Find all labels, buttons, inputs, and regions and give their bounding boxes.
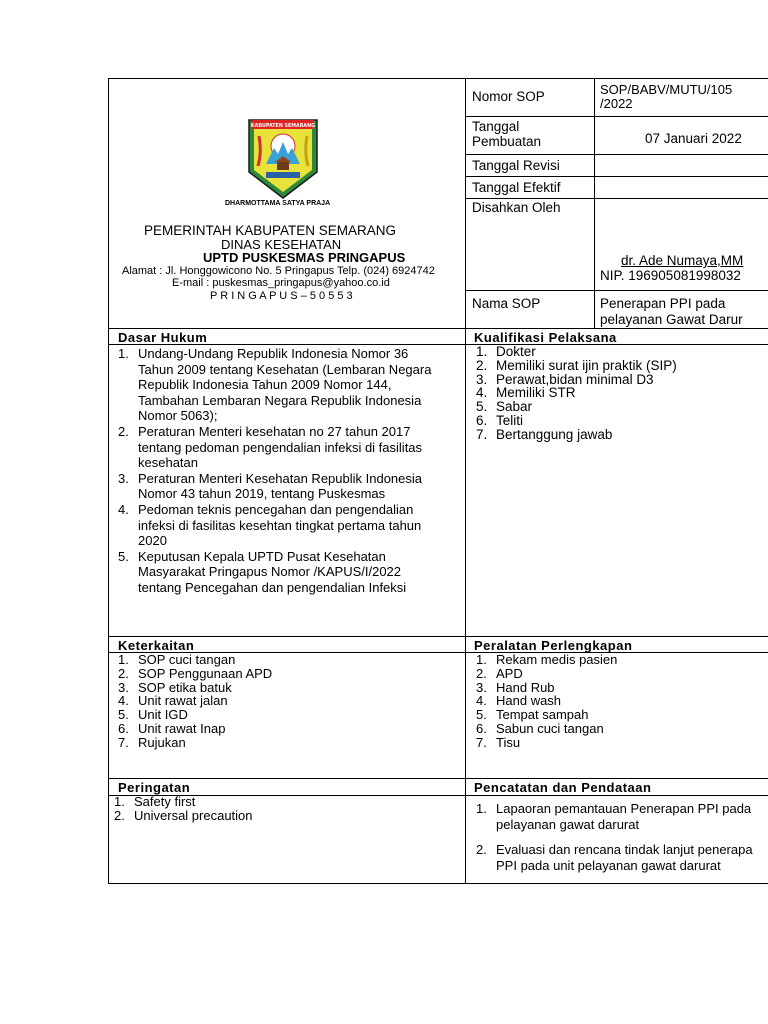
list-number: 2. [476,357,488,373]
list-item-text: Nomor 43 tahun 2019, tentang Puskesmas [138,486,386,502]
list-number: 5. [476,399,488,415]
list-item-text: Bertanggung jawab [496,426,613,442]
list-item-text: PPI pada unit pelayanan gawat darurat [496,857,721,873]
list-number: 2. [118,665,129,681]
signer-nip: NIP. 196905081998032 [600,268,741,283]
list-item-text: Unit rawat Inap [138,720,226,736]
disahkan-label: Disahkan Oleh [472,200,561,215]
pencatatan-heading: Pencatatan dan Pendataan [474,780,652,795]
list-number: 5. [118,548,129,564]
list-item-text: SOP Penggunaan APD [138,665,273,681]
list-item-text: Republik Indonesia Tahun 2009 Nomor 144, [138,377,392,393]
peralatan-item [476,736,766,750]
peralatan-item [476,653,766,667]
peringatan-list [114,795,454,823]
address: Alamat : Jl. Honggowicono No. 5 Pringapus Telp. (024) 6924742 [122,265,435,277]
gov-title: PEMERINTAH KABUPATEN SEMARANG [144,223,397,238]
keterkaitan-heading: Keterkaitan [118,638,195,653]
postal: P R I N G A P U S – 5 0 5 5 3 [210,290,353,302]
list-item-text: Unit IGD [138,707,188,723]
peralatan-item [476,722,766,736]
keterkaitan-item [118,708,458,722]
tgl-pembuatan-value: 07 Januari 2022 [645,131,742,146]
list-item-text: Undang-Undang Republik Indonesia Nomor 36 [138,346,409,361]
list-item-text: infeksi di fasilitas kesehtan tingkat pertama tahun [138,517,422,533]
list-item-text: Dokter [496,344,536,359]
peringatan-item [114,809,454,823]
section-line [108,328,768,329]
peralatan-item [476,708,766,722]
list-item-text: Pedoman teknis pencegahan dan pengendalian [138,501,414,517]
kualifikasi-item [476,414,766,428]
email: E-mail : puskesmas_pringapus@yahoo.co.id [172,277,390,289]
list-number: 7. [476,426,488,442]
list-number: 2. [476,665,487,681]
list-item-text: Sabun cuci tangan [496,720,604,736]
keterkaitan-item [118,736,458,750]
tgl-efektif-label: Tanggal Efektif [472,180,561,195]
list-item-text: Tempat sampah [496,707,589,723]
peralatan-list [476,653,766,750]
meta-row-line [465,154,768,155]
meta-row-line [465,290,768,291]
tgl-revisi-label: Tanggal Revisi [472,158,560,173]
kabupaten-semarang-emblem [246,116,320,200]
list-item-text: 2020 [138,533,167,549]
kualifikasi-item [476,345,766,359]
nama-sop-label: Nama SOP [472,296,541,311]
dasar-hukum-list [118,346,458,596]
list-number: 4. [118,693,129,709]
list-item-text: SOP etika batuk [138,679,232,695]
list-number: 4. [476,385,488,401]
list-item-text: Teliti [496,412,524,428]
list-item-text: Safety first [134,794,196,809]
peringatan-item [114,795,454,809]
nama-sop-value-cont: pelayanan Gawat Darur [600,312,743,327]
list-item-text: Keputusan Kepala UPTD Pusat Kesehatan [138,548,386,564]
list-number: 1. [114,794,125,809]
list-number: 7. [476,734,487,750]
list-item-text: Tahun 2009 tentang Kesehatan (Lembaran Negara [138,361,432,377]
list-item-text: pelayanan gawat darurat [496,816,640,832]
list-item-text: tentang Pencegahan dan pengendalian Infeksi [138,579,407,595]
list-number: 6. [118,720,129,736]
tgl-pembuatan-label-cont: Pembuatan [472,134,542,149]
list-item-text: Tisu [496,734,521,750]
dasar-hukum-item [118,471,458,502]
list-number: 2. [118,423,129,439]
meta-row-line [465,116,768,117]
meta-row-line [465,198,768,199]
list-number: 7. [118,734,129,750]
list-number: 1. [118,346,129,361]
list-item-text: Rekam medis pasien [496,652,618,667]
section-line [108,636,768,637]
pencatatan-item [476,842,768,873]
list-number: 3. [118,679,129,695]
kualifikasi-item [476,428,766,442]
list-number: 3. [476,371,488,387]
kualifikasi-item [476,359,766,373]
list-item-text: SOP cuci tangan [138,652,236,667]
list-item-text: Memiliki STR [496,385,576,401]
nomor-sop-value-cont: /2022 [600,96,633,111]
list-item-text: Unit rawat jalan [138,693,228,709]
list-number: 4. [476,693,487,709]
list-number: 1. [476,801,487,816]
border-bottom [108,883,768,884]
kualifikasi-item [476,386,766,400]
list-number: 6. [476,720,487,736]
dasar-hukum-item [118,346,458,424]
nama-sop-value: Penerapan PPI pada [600,296,726,311]
keterkaitan-item [118,667,458,681]
list-item-text: Hand wash [496,693,562,709]
peralatan-heading: Peralatan Perlengkapan [474,638,633,653]
border-top [108,78,768,79]
dasar-hukum-item [118,549,458,596]
tgl-pembuatan-label: Tanggal [472,119,520,134]
pencatatan-item [476,801,768,832]
kualifikasi-item [476,373,766,387]
list-item-text: Masyarakat Pringapus Nomor /KAPUS/I/2022 [138,564,402,580]
keterkaitan-item [118,653,458,667]
kualifikasi-list [476,345,766,442]
list-item-text: kesehatan [138,455,198,471]
list-item-text: Universal precaution [134,807,253,823]
list-number: 3. [476,679,487,695]
dept-title: DINAS KESEHATAN [221,237,342,252]
list-number: 1. [118,652,129,667]
keterkaitan-item [118,722,458,736]
list-item-text: Sabar [496,399,533,415]
kualifikasi-item [476,400,766,414]
keterkaitan-item [118,694,458,708]
unit-title: UPTD PUSKESMAS PRINGAPUS [203,250,406,265]
list-item-text: Lapaoran pemantauan Penerapan PPI pada [496,801,752,816]
list-number: 5. [118,707,129,723]
nomor-sop-label: Nomor SOP [472,89,545,104]
dasar-hukum-heading: Dasar Hukum [118,330,208,345]
list-item-text: tentang pedoman pengendalian infeksi di fasilitas [138,439,423,455]
logo-motto: DHARMOTTAMA SATYA PRAJA [225,200,331,207]
list-number: 1. [476,344,488,359]
list-number: 5. [476,707,487,723]
list-number: 4. [118,501,129,517]
list-number: 2. [476,842,487,858]
keterkaitan-list [118,653,458,750]
list-item-text: Rujukan [138,734,186,750]
list-item-text: Memiliki surat ijin praktik (SIP) [496,357,677,373]
list-number: 3. [118,470,129,486]
nomor-sop-value: SOP/BABV/MUTU/105 [600,82,733,97]
peralatan-item [476,681,766,695]
list-item-text: APD [496,665,523,681]
list-number: 1. [476,652,487,667]
peralatan-item [476,694,766,708]
list-item-text: Tambahan Lembaran Negara Republik Indonesia [138,392,422,408]
list-item-text: Peraturan Menteri kesehatan no 27 tahun 2017 [138,423,411,439]
keterkaitan-item [118,681,458,695]
border-left [108,78,109,884]
list-number: 2. [114,807,125,823]
kualifikasi-heading: Kualifikasi Pelaksana [474,330,617,345]
meta-row-line [465,176,768,177]
list-item-text: Hand Rub [496,679,555,695]
list-item-text: Nomor 5063); [138,408,218,424]
pencatatan-list [476,801,768,873]
peralatan-item [476,667,766,681]
peringatan-heading: Peringatan [118,780,191,795]
dasar-hukum-item [118,502,458,549]
signer-name: dr. Ade Numaya,MM [621,253,744,268]
section-line [108,778,768,779]
svg-text:KABUPATEN SEMARANG: KABUPATEN SEMARANG [250,124,316,129]
list-number: 6. [476,412,488,428]
list-item-text: Perawat,bidan minimal D3 [496,371,654,387]
list-item-text: Peraturan Menteri Kesehatan Republik Indonesia [138,470,423,486]
dasar-hukum-item [118,424,458,471]
list-item-text: Evaluasi dan rencana tindak lanjut penerapa [496,842,753,858]
